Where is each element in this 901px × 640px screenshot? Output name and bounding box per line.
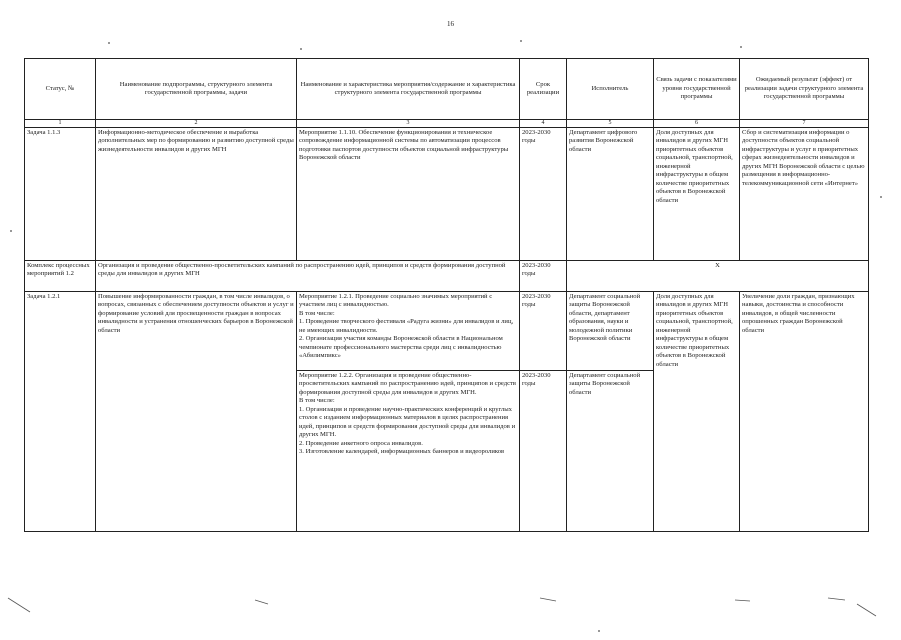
scan-dot xyxy=(598,630,600,632)
name-cell: Организация и проведение общественно-просветительских кампаний по распространению идей, принципов и средств формирования доступной среды для инвалидов и других МГН xyxy=(96,261,520,292)
name-cell: Информационно-методическое обеспечение и выработка дополнительных мер по формированию и развитию доступной среды жизнедеятельности инвалидов и других МГН xyxy=(96,128,297,261)
column-number: 2 xyxy=(96,120,297,128)
column-number: 6 xyxy=(654,120,740,128)
scan-dot xyxy=(108,42,110,44)
column-number: 3 xyxy=(297,120,520,128)
scan-mark xyxy=(735,600,750,601)
status-cell: Задача 1.2.1 xyxy=(25,292,96,532)
indicator-cell: Доля доступных для инвалидов и других МГН приоритетных объектов социальной, транспортной, инженерной инфраструктуры в общем количестве приоритетных объектов в Воронежской области xyxy=(654,292,740,532)
indicator-cell: Доля доступных для инвалидов и других МГН приоритетных объектов социальной, транспортной, инженерной инфраструктуры в общем количестве приоритетных объектов в Воронежской области xyxy=(654,128,740,261)
scan-mark xyxy=(255,600,268,604)
scan-dot xyxy=(740,46,742,48)
column-number: 5 xyxy=(567,120,654,128)
term-cell: 2023-2030 годы xyxy=(520,292,567,371)
scan-dot xyxy=(10,230,12,232)
executor-cell: Департамент цифрового развития Воронежской области xyxy=(567,128,654,261)
header-term: Срок реализации xyxy=(520,59,567,120)
header-result: Ожидаемый результат (эффект) от реализации задачи структурного элемента государственной программы xyxy=(740,59,869,120)
column-number: 7 xyxy=(740,120,869,128)
status-cell: Комплекс процессных мероприятий 1.2 xyxy=(25,261,96,292)
term-cell: 2023-2030 годы xyxy=(520,371,567,532)
name-cell: Повышение информированности граждан, в том числе инвалидов, о вопросах, связанных с обеспечением доступности объектов и услуг и формирование условий для просвещенности граждан в вопросах инвалидности и устранения отношенческих барьеров в Воронежской области xyxy=(96,292,297,532)
executor-cell: Департамент социальной защиты Воронежской области xyxy=(567,371,654,532)
term-cell: 2023-2030 годы xyxy=(520,128,567,261)
header-executor: Исполнитель xyxy=(567,59,654,120)
status-cell: Задача 1.1.3 xyxy=(25,128,96,261)
term-cell: 2023-2030 годы xyxy=(520,261,567,292)
column-number: 4 xyxy=(520,120,567,128)
executor-cell: Департамент социальной защиты Воронежской области, департамент образования, науки и молодежной политики Воронежской области xyxy=(567,292,654,371)
header-name: Наименование подпрограммы, структурного элемента государственной программы, задачи xyxy=(96,59,297,120)
scan-dot xyxy=(520,40,522,42)
scan-dot xyxy=(300,48,302,50)
scan-mark xyxy=(540,598,556,601)
scan-mark xyxy=(828,598,845,600)
scan-mark xyxy=(8,598,30,612)
scan-mark xyxy=(857,604,876,616)
result-cell: Сбор и систематизация информации о доступности объектов социальной инфраструктуры и услуг в приоритетных сферах жизнедеятельности инвалидов и других МГН Воронежской области с целью размещения в информационно-телекоммуникационной сети «Интернет» xyxy=(740,128,869,261)
header-indicator: Связь задачи с показателями уровня государственной программы xyxy=(654,59,740,120)
result-cell: Увеличение доли граждан, признающих навыки, достоинства и способности инвалидов, в общей численности опрошенных граждан Воронежской области xyxy=(740,292,869,532)
measure-cell: Мероприятие 1.2.2. Организация и проведение общественно-просветительских кампаний по распространению идей, принципов и средств формирования доступной среды для инвалидов и других МГН. В том числе: 1. Организация и проведение научно-практических конференций и круглых столов с изданием информационных материалов в целях распространения идей, принципов и средств формирования доступной среды для инвалидов и других МГН. 2. Проведение анкетного опроса инвалидов. 3. Изготовление календарей, информационных баннеров и видеороликов xyxy=(297,371,520,532)
measure-cell: Мероприятие 1.2.1. Проведение социально значимых мероприятий с участием лиц с инвалидностью. В том числе: 1. Проведение творческого фестиваля «Радуга жизни» для инвалидов и лиц, не имеющих инвалидности. 2. Организация участия команды Воронежской области в Национальном чемпионате профессионального мастерства среди лиц с инвалидностью «Абилимпикс» xyxy=(297,292,520,371)
scan-dot xyxy=(880,196,882,198)
not-applicable-mark: Х xyxy=(567,261,869,292)
header-status: Статус, № xyxy=(25,59,96,120)
measure-cell: Мероприятие 1.1.10. Обеспечение функционирования и техническое сопровождение информационной системы по автоматизации процессов подготовки паспортов доступности объектов социальной инфраструктуры Воронежской области xyxy=(297,128,520,261)
header-measure: Наименование и характеристика мероприятия/содержание и характеристика структурного элемента государственной программы xyxy=(297,59,520,120)
page-number: 16 xyxy=(447,20,454,28)
column-number: 1 xyxy=(25,120,96,128)
